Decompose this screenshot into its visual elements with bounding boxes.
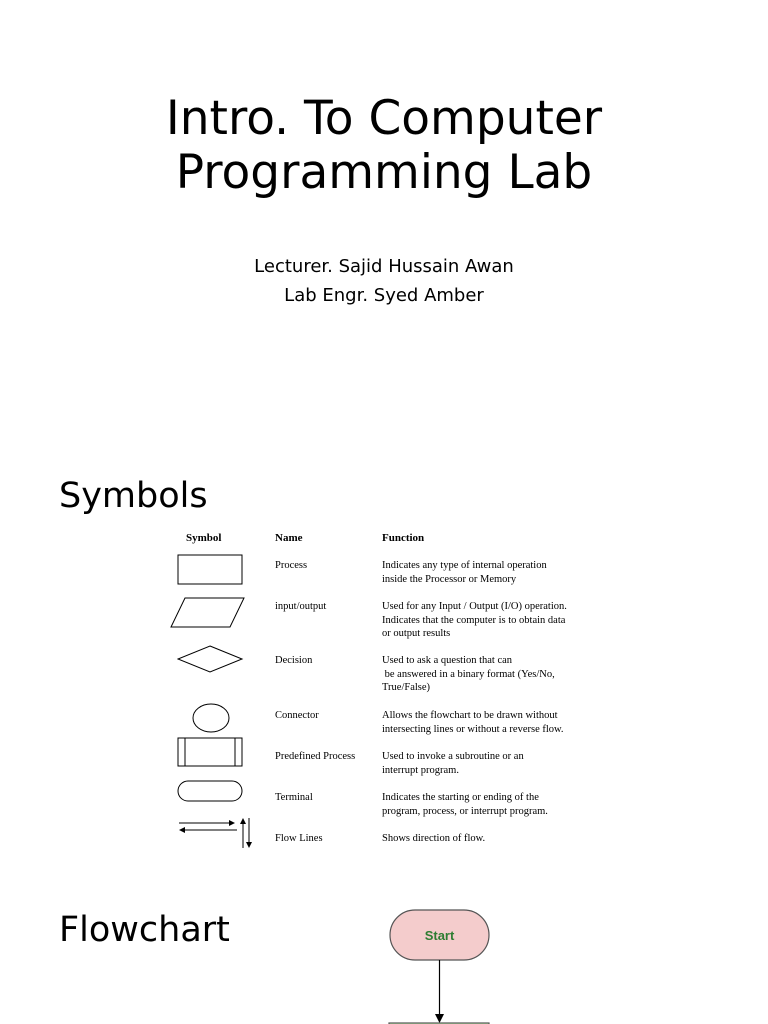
- function-line: Used to invoke a subroutine or an: [382, 751, 524, 762]
- symbols-slide: [0, 440, 768, 880]
- flowchart-slide: [0, 880, 768, 1024]
- flowchart-diagram: [380, 902, 510, 1024]
- row-function: [382, 600, 598, 641]
- flowchart-heading: Flowchart: [59, 910, 230, 950]
- row-function: [382, 709, 598, 736]
- symbols-heading: Symbols: [59, 476, 208, 516]
- flow-lines-icon: [177, 816, 257, 852]
- header-name: Name: [275, 532, 303, 544]
- header-function: Function: [382, 532, 425, 544]
- row-name: Terminal: [275, 792, 313, 803]
- title-line-1: Intro. To Computer: [165, 91, 603, 146]
- row-name: Connector: [275, 710, 319, 721]
- terminal-icon: [177, 779, 245, 805]
- row-name: Flow Lines: [275, 833, 323, 844]
- row-name: input/output: [275, 601, 327, 612]
- function-line: Shows direction of flow.: [382, 833, 486, 844]
- function-line: or output results: [382, 628, 451, 639]
- rectangle-icon: [177, 553, 245, 589]
- function-line: Indicates the starting or ending of the: [382, 792, 539, 803]
- lecturer-name: Lecturer. Sajid Hussain Awan: [254, 256, 514, 277]
- parallelogram-icon: [170, 596, 246, 632]
- title-line-2: Programming Lab: [175, 145, 593, 200]
- row-function: [382, 559, 598, 586]
- arrowhead-icon: [435, 1014, 444, 1023]
- header-symbol: Symbol: [186, 532, 222, 544]
- function-line: Indicates any type of internal operation: [382, 560, 547, 571]
- diamond-icon: [177, 644, 245, 678]
- slide-title: [0, 92, 768, 200]
- row-function: [382, 791, 598, 818]
- row-name: Decision: [275, 655, 313, 666]
- lab-engineer-name: Lab Engr. Syed Amber: [284, 285, 484, 306]
- circle-icon: [190, 702, 232, 736]
- row-name: Process: [275, 560, 308, 571]
- row-function: [382, 750, 598, 777]
- function-line: program, process, or interrupt program.: [382, 805, 548, 817]
- predefined-process-icon: [177, 736, 247, 770]
- function-line: be answered in a binary format (Yes/No,: [382, 668, 555, 680]
- function-line: inside the Processor or Memory: [382, 573, 517, 585]
- start-label: Start: [424, 928, 455, 943]
- function-line: Used to ask a question that can: [382, 655, 513, 666]
- function-line: intersecting lines or without a reverse flow.: [382, 723, 564, 735]
- symbols-table: [170, 532, 600, 862]
- function-line: Indicates that the computer is to obtain data: [382, 614, 566, 626]
- function-line: Allows the flowchart to be drawn without: [382, 710, 558, 721]
- title-slide: [0, 0, 768, 440]
- row-function: [382, 654, 598, 695]
- slide-subtitle: [0, 252, 768, 310]
- row-name: Predefined Process: [275, 751, 356, 762]
- function-line: Used for any Input / Output (I/O) operation.: [382, 601, 567, 612]
- row-function: [382, 832, 598, 846]
- function-line: interrupt program.: [382, 764, 459, 776]
- function-line: True/False): [382, 682, 431, 693]
